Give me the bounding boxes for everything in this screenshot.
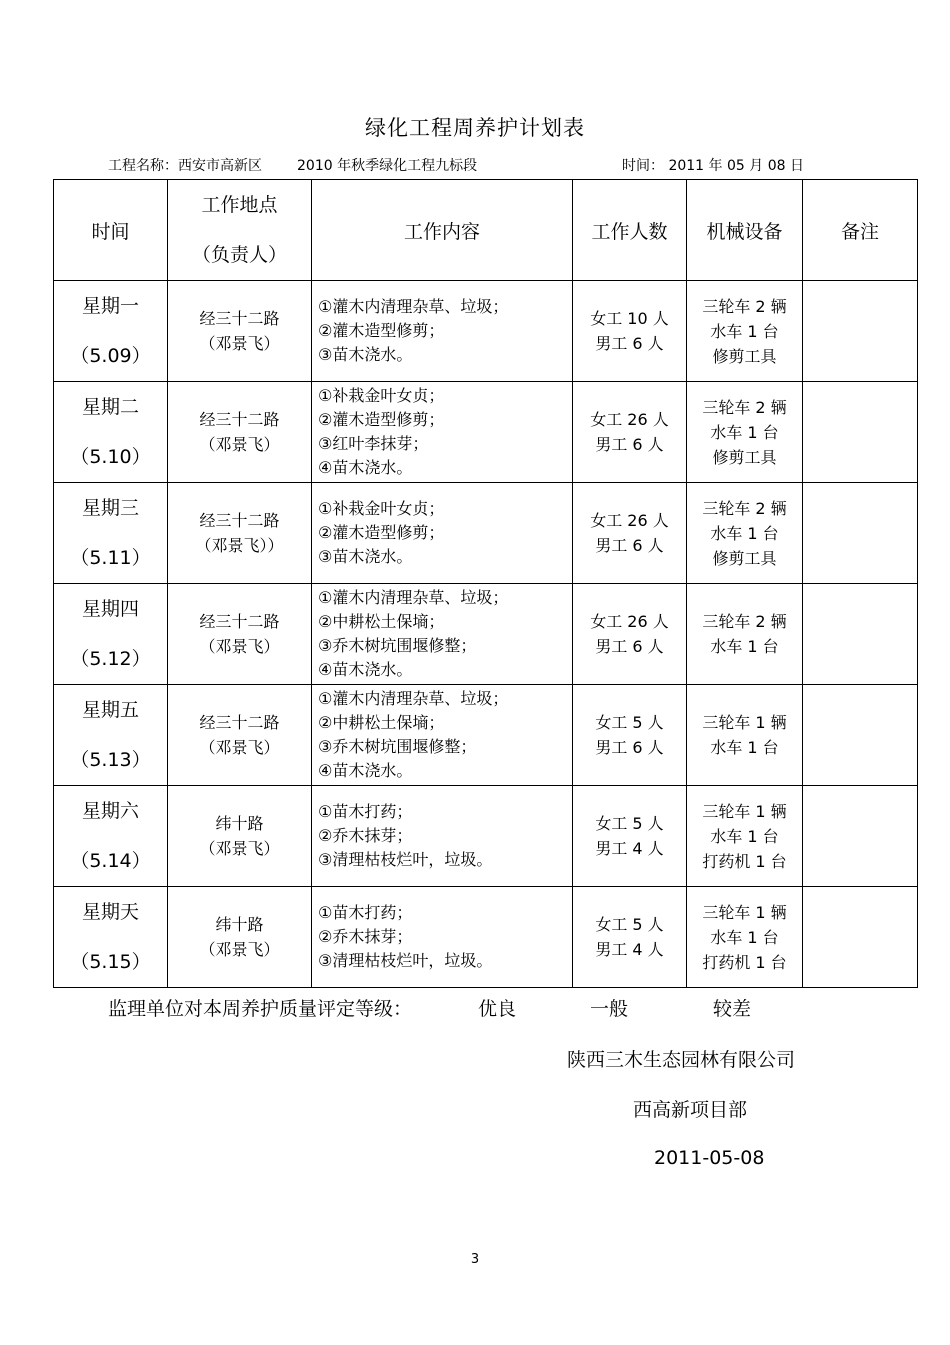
workers-cell bbox=[573, 887, 687, 988]
plan-table bbox=[53, 179, 918, 988]
task-item: ②中耕松土保墒； bbox=[318, 612, 445, 631]
location-cell bbox=[168, 382, 312, 483]
day-cell bbox=[54, 887, 168, 988]
task-item: ①补栽金叶女贞； bbox=[318, 386, 445, 405]
day-cell bbox=[54, 786, 168, 887]
task-item: ②乔木抹芽； bbox=[318, 927, 413, 946]
page-number: 3 bbox=[470, 1252, 480, 1267]
task-item: ①灌木内清理杂草、垃圾； bbox=[318, 689, 509, 708]
equipment-item: 三轮车 1 辆 bbox=[702, 713, 787, 732]
table-row bbox=[54, 281, 918, 382]
task-item: ②中耕松土保墒； bbox=[318, 713, 445, 732]
equipment-item: 三轮车 1 辆 bbox=[702, 902, 787, 922]
header-time: 时间 bbox=[54, 180, 168, 281]
responsible-person: （邓景飞） bbox=[199, 940, 280, 959]
location-name: 经三十二路 bbox=[199, 511, 280, 530]
table-row bbox=[54, 483, 918, 584]
location-name: 纬十路 bbox=[215, 915, 264, 934]
day-date: （5.10） bbox=[70, 446, 151, 468]
content-cell bbox=[312, 685, 573, 786]
location-cell bbox=[168, 584, 312, 685]
equipment-cell bbox=[687, 685, 803, 786]
workers-cell bbox=[573, 786, 687, 887]
grade-poor: 较差 bbox=[713, 998, 752, 1020]
equipment-item: 三轮车 2 辆 bbox=[702, 397, 787, 417]
workers-cell bbox=[573, 483, 687, 584]
equipment-item: 打药机 1 台 bbox=[702, 851, 787, 871]
responsible-person: （邓景飞） bbox=[199, 738, 280, 757]
content-cell bbox=[312, 382, 573, 483]
task-item: ④苗木浇水。 bbox=[318, 458, 413, 477]
day-cell bbox=[54, 685, 168, 786]
table-header-row bbox=[54, 180, 918, 281]
day-cell bbox=[54, 483, 168, 584]
equipment-cell bbox=[687, 786, 803, 887]
equipment-item: 三轮车 2 辆 bbox=[702, 498, 787, 518]
responsible-person: （邓景飞） bbox=[199, 839, 280, 858]
remark-cell bbox=[803, 281, 918, 382]
equipment-item: 修剪工具 bbox=[712, 447, 777, 467]
task-item: ③乔木树坑围堰修整； bbox=[318, 636, 477, 655]
task-item: ②灌木造型修剪； bbox=[318, 410, 445, 429]
equipment-item: 三轮车 2 辆 bbox=[702, 296, 787, 316]
weekday: 星期三 bbox=[81, 497, 139, 519]
day-date: （5.09） bbox=[70, 345, 151, 367]
equipment-cell bbox=[687, 887, 803, 988]
day-date: （5.12） bbox=[70, 648, 151, 670]
department-name: 西高新项目部 bbox=[633, 1099, 748, 1121]
content-cell bbox=[312, 584, 573, 685]
worker-count: 女工 26 人 bbox=[590, 612, 669, 631]
equipment-cell bbox=[687, 584, 803, 685]
day-cell bbox=[54, 281, 168, 382]
header-workers: 工作人数 bbox=[573, 180, 687, 281]
worker-count: 男工 4 人 bbox=[595, 839, 664, 858]
task-item: ②乔木抹芽； bbox=[318, 826, 413, 845]
responsible-person: （邓景飞） bbox=[199, 334, 280, 353]
worker-count: 男工 4 人 bbox=[595, 940, 664, 959]
location-cell bbox=[168, 281, 312, 382]
equipment-item: 水车 1 台 bbox=[710, 321, 779, 341]
grade-excellent: 优良 bbox=[478, 998, 517, 1020]
day-cell bbox=[54, 382, 168, 483]
day-date: （5.13） bbox=[70, 749, 151, 771]
location-cell bbox=[168, 685, 312, 786]
responsible-person: （邓景飞） bbox=[199, 637, 280, 656]
equipment-item: 水车 1 台 bbox=[710, 738, 779, 757]
location-name: 纬十路 bbox=[215, 814, 264, 833]
equipment-item: 水车 1 台 bbox=[710, 637, 779, 656]
equipment-item: 水车 1 台 bbox=[710, 523, 779, 543]
evaluation-line bbox=[108, 994, 752, 1021]
header-content: 工作内容 bbox=[312, 180, 573, 281]
task-item: ①灌木内清理杂草、垃圾； bbox=[318, 297, 509, 316]
weekday: 星期一 bbox=[81, 295, 139, 317]
worker-count: 男工 6 人 bbox=[595, 334, 664, 353]
table-row bbox=[54, 786, 918, 887]
header-location bbox=[168, 180, 312, 281]
project-name: 工程名称：西安市高新区 bbox=[108, 158, 262, 174]
task-item: ①苗木打药； bbox=[318, 903, 413, 922]
table-row bbox=[54, 382, 918, 483]
task-item: ③红叶李抹芽； bbox=[318, 434, 429, 453]
company-name: 陕西三木生态园林有限公司 bbox=[567, 1049, 796, 1071]
header-location-line2: （负责人） bbox=[191, 244, 287, 266]
equipment-item: 修剪工具 bbox=[712, 346, 777, 366]
content-cell bbox=[312, 483, 573, 584]
grade-average: 一般 bbox=[590, 998, 629, 1020]
table-row bbox=[54, 685, 918, 786]
weekday: 星期天 bbox=[81, 901, 139, 923]
document-title: 绿化工程周养护计划表 bbox=[365, 116, 585, 140]
task-item: ④苗木浇水。 bbox=[318, 761, 413, 780]
task-item: ③苗木浇水。 bbox=[318, 547, 413, 566]
equipment-item: 水车 1 台 bbox=[710, 422, 779, 442]
header-location-line1: 工作地点 bbox=[201, 194, 278, 216]
plan-date: 时间： 2011 年 05 月 08 日 bbox=[622, 158, 804, 174]
task-item: ①灌木内清理杂草、垃圾； bbox=[318, 588, 509, 607]
worker-count: 男工 6 人 bbox=[595, 536, 664, 555]
content-cell bbox=[312, 281, 573, 382]
content-cell bbox=[312, 786, 573, 887]
remark-cell bbox=[803, 786, 918, 887]
day-date: （5.11） bbox=[70, 547, 151, 569]
task-item: ④苗木浇水。 bbox=[318, 660, 413, 679]
responsible-person: （邓景飞） bbox=[199, 435, 280, 454]
equipment-item: 修剪工具 bbox=[712, 548, 777, 568]
signature-date: 2011-05-08 bbox=[654, 1147, 765, 1169]
header-remarks: 备注 bbox=[803, 180, 918, 281]
weekday: 星期二 bbox=[81, 396, 139, 418]
task-item: ①补栽金叶女贞； bbox=[318, 499, 445, 518]
task-item: ③乔木树坑围堰修整； bbox=[318, 737, 477, 756]
workers-cell bbox=[573, 281, 687, 382]
location-cell bbox=[168, 483, 312, 584]
responsible-person: （邓景飞）） bbox=[195, 536, 284, 555]
task-item: ②灌木造型修剪； bbox=[318, 321, 445, 340]
worker-count: 女工 26 人 bbox=[590, 410, 669, 429]
day-date: （5.14） bbox=[70, 850, 151, 872]
remark-cell bbox=[803, 483, 918, 584]
worker-count: 男工 6 人 bbox=[595, 637, 664, 656]
evaluation-label: 监理单位对本周养护质量评定等级： bbox=[108, 998, 413, 1020]
task-item: ③清理枯枝烂叶，垃圾。 bbox=[318, 850, 493, 869]
worker-count: 女工 5 人 bbox=[595, 713, 664, 732]
workers-cell bbox=[573, 685, 687, 786]
workers-cell bbox=[573, 382, 687, 483]
equipment-cell bbox=[687, 483, 803, 584]
remark-cell bbox=[803, 887, 918, 988]
remark-cell bbox=[803, 685, 918, 786]
location-name: 经三十二路 bbox=[199, 713, 280, 732]
day-date: （5.15） bbox=[70, 951, 151, 973]
equipment-cell bbox=[687, 281, 803, 382]
remark-cell bbox=[803, 584, 918, 685]
equipment-item: 水车 1 台 bbox=[710, 826, 779, 846]
weekday: 星期四 bbox=[81, 598, 139, 620]
content-cell bbox=[312, 887, 573, 988]
workers-cell bbox=[573, 584, 687, 685]
task-item: ①苗木打药； bbox=[318, 802, 413, 821]
equipment-cell bbox=[687, 382, 803, 483]
equipment-item: 打药机 1 台 bbox=[702, 952, 787, 972]
equipment-item: 三轮车 2 辆 bbox=[702, 612, 787, 631]
worker-count: 女工 5 人 bbox=[595, 814, 664, 833]
location-name: 经三十二路 bbox=[199, 612, 280, 631]
remark-cell bbox=[803, 382, 918, 483]
worker-count: 女工 10 人 bbox=[590, 309, 669, 328]
project-section: 2010 年秋季绿化工程九标段 bbox=[297, 158, 478, 174]
worker-count: 女工 5 人 bbox=[595, 915, 664, 934]
location-name: 经三十二路 bbox=[199, 309, 280, 328]
task-item: ③清理枯枝烂叶，垃圾。 bbox=[318, 951, 493, 970]
equipment-item: 三轮车 1 辆 bbox=[702, 801, 787, 821]
table-row bbox=[54, 887, 918, 988]
weekday: 星期五 bbox=[81, 699, 139, 721]
header-equipment: 机械设备 bbox=[687, 180, 803, 281]
weekday: 星期六 bbox=[81, 800, 139, 822]
task-item: ③苗木浇水。 bbox=[318, 345, 413, 364]
worker-count: 女工 26 人 bbox=[590, 511, 669, 530]
location-cell bbox=[168, 786, 312, 887]
location-name: 经三十二路 bbox=[199, 410, 280, 429]
worker-count: 男工 6 人 bbox=[595, 738, 664, 757]
equipment-item: 水车 1 台 bbox=[710, 927, 779, 947]
task-item: ②灌木造型修剪； bbox=[318, 523, 445, 542]
location-cell bbox=[168, 887, 312, 988]
day-cell bbox=[54, 584, 168, 685]
worker-count: 男工 6 人 bbox=[595, 435, 664, 454]
table-row bbox=[54, 584, 918, 685]
